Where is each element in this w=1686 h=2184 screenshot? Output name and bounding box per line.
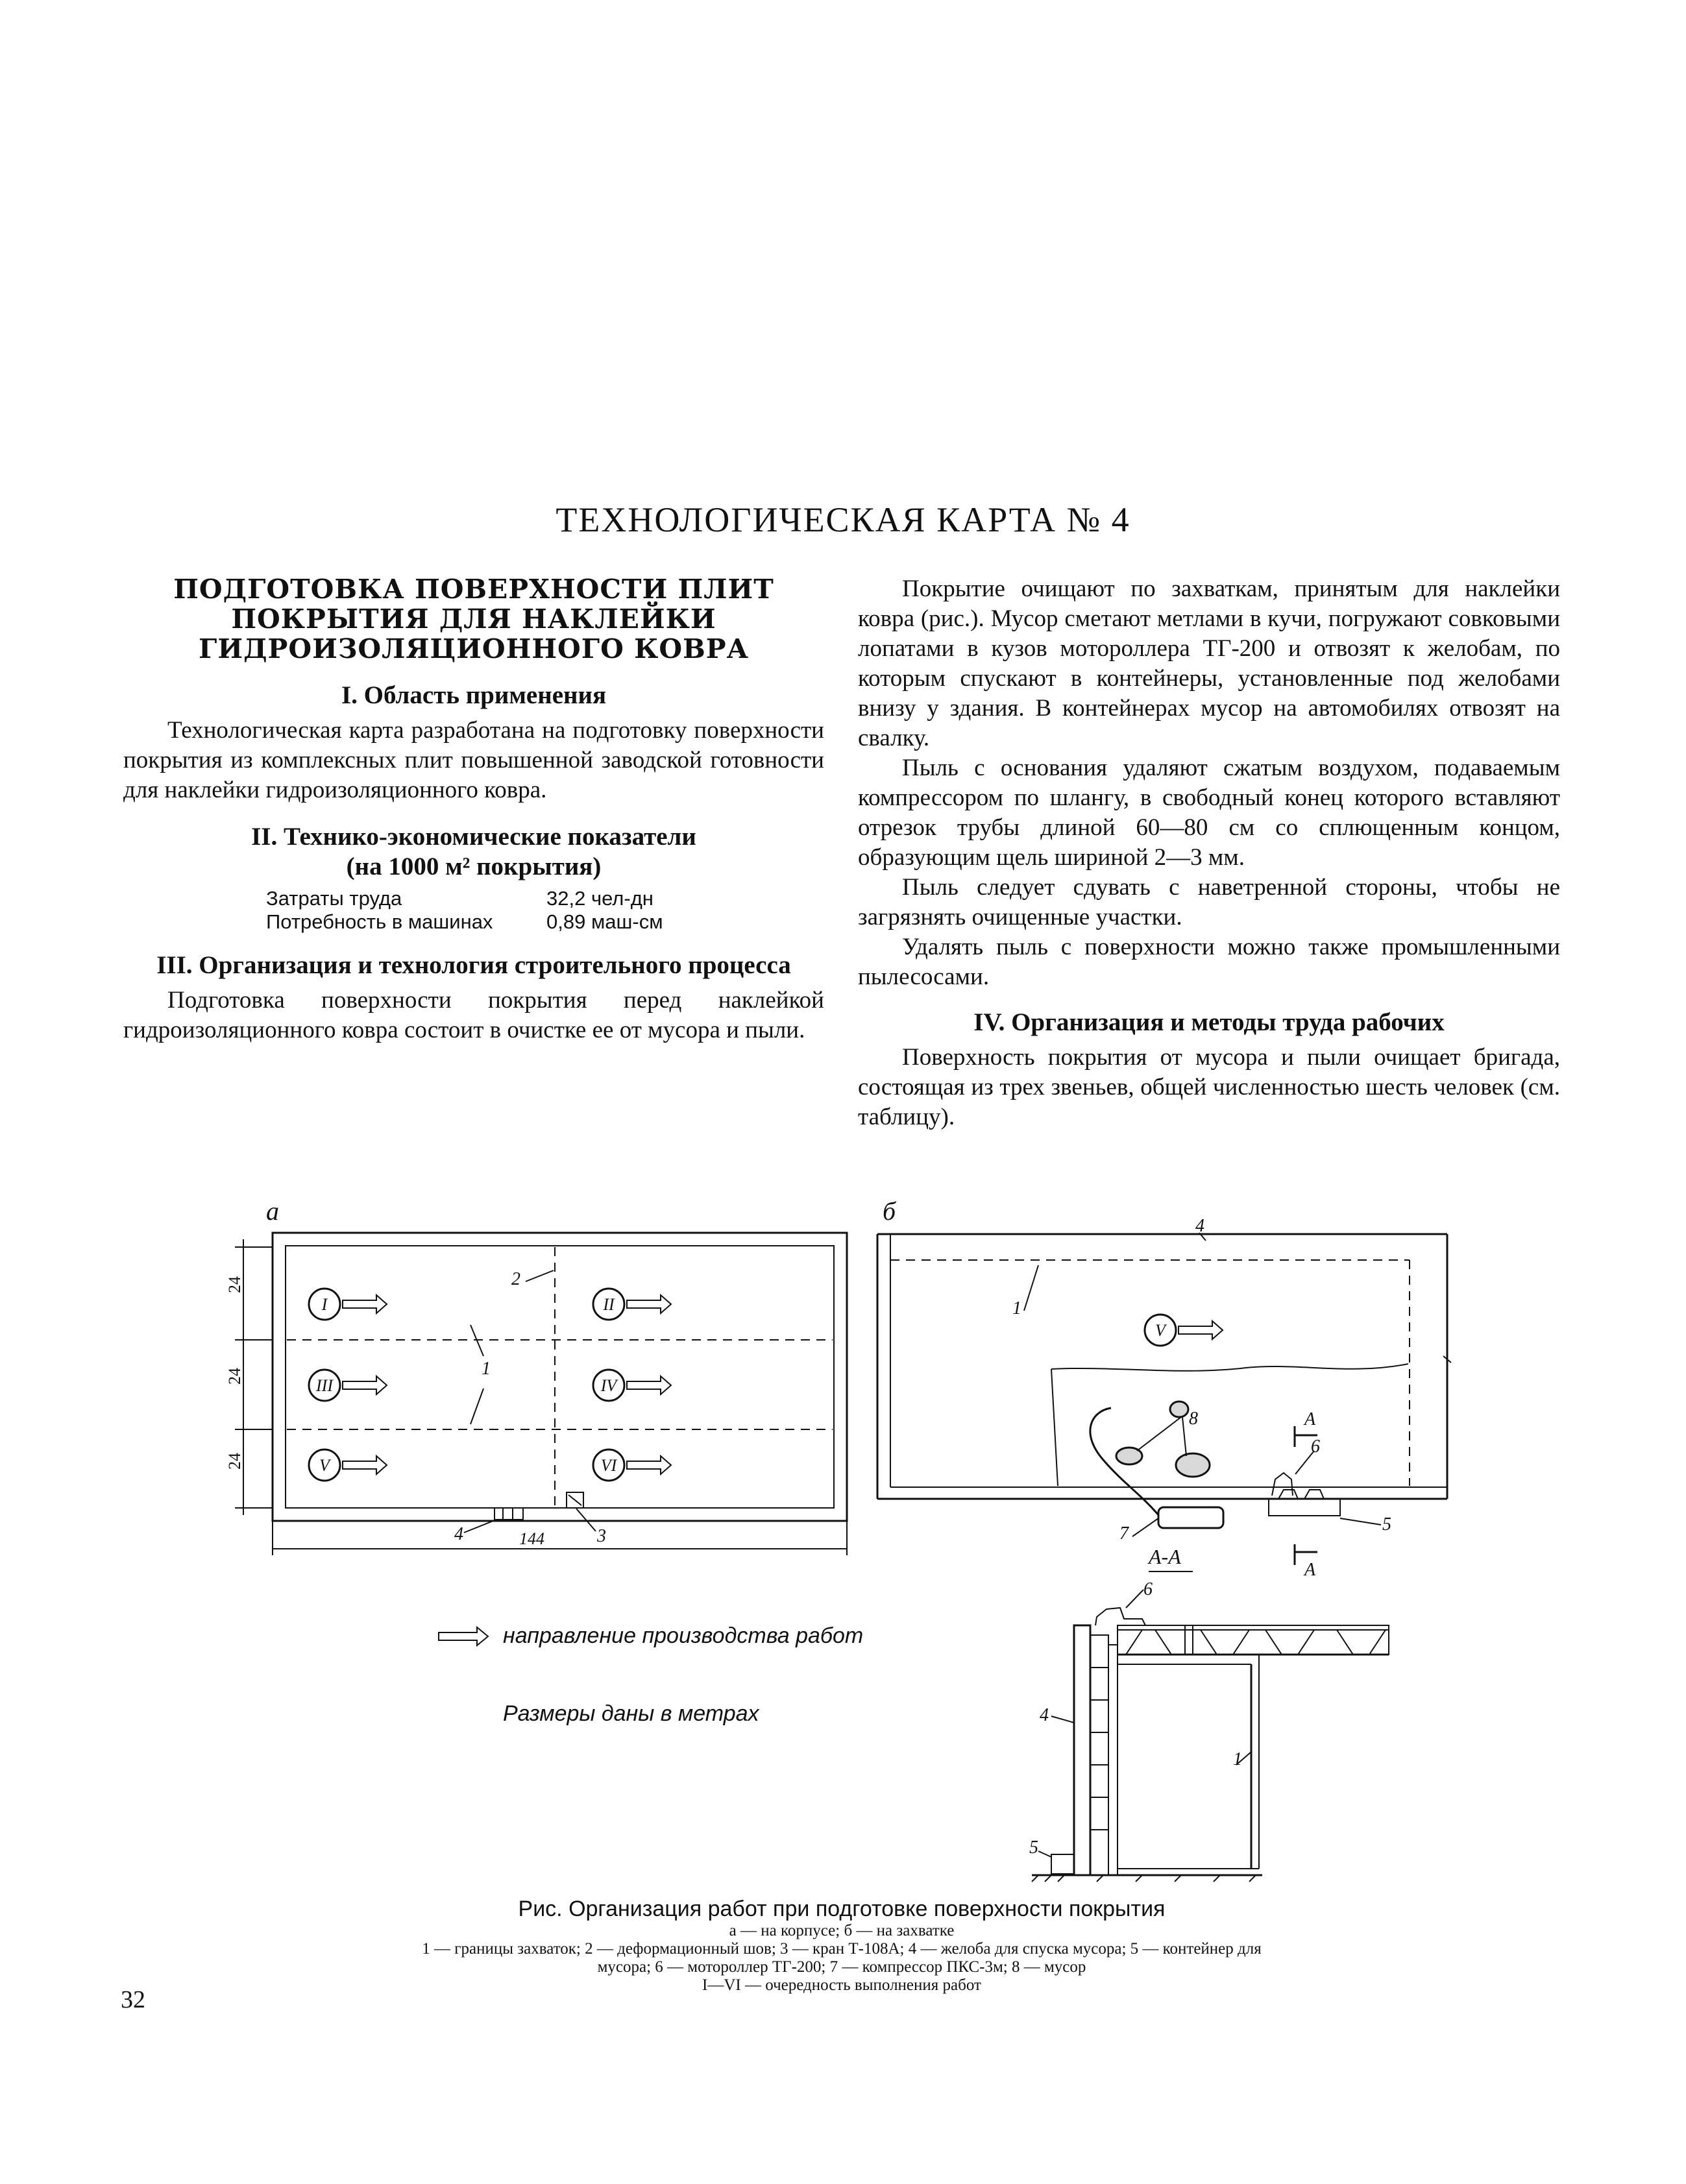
caption-legend-line: мусора; 6 — мотороллер ТГ-200; 7 — компрессор ПКС-3м; 8 — мусор xyxy=(597,1958,1086,1976)
debris-pile xyxy=(1176,1453,1210,1477)
zone-label: V xyxy=(319,1456,330,1475)
zone-label: I xyxy=(321,1295,328,1314)
zone-label: III xyxy=(316,1376,333,1395)
leader-line xyxy=(470,1389,483,1424)
leader-line xyxy=(1182,1417,1186,1456)
callout-section-4: 4 xyxy=(1040,1705,1049,1725)
caption-legend-line: 1 — границы захваток; 2 — деформационный шов; 3 — кран Т-108А; 4 — желоба для спуска мусора; 5 — контейнер для xyxy=(422,1940,1262,1958)
direction-arrow-icon xyxy=(627,1295,671,1313)
heading-organization: III. Организация и технология строительного процесса xyxy=(156,951,791,979)
wall-outer xyxy=(1074,1625,1090,1875)
section-title-line: ПОКРЫТИЯ ДЛЯ НАКЛЕЙКИ xyxy=(231,603,716,635)
chute-symbol xyxy=(495,1508,523,1520)
label-a: а xyxy=(266,1196,279,1226)
dimension-label: 24 xyxy=(225,1453,244,1470)
callout-3: 3 xyxy=(597,1526,606,1546)
direction-arrow-icon xyxy=(1179,1321,1223,1339)
zone-label: II xyxy=(603,1295,615,1314)
cleaned-area-edge xyxy=(1051,1369,1058,1486)
container-row xyxy=(1269,1499,1340,1516)
leader-line xyxy=(1126,1590,1143,1608)
dimension-label: 24 xyxy=(225,1368,244,1385)
callout-b-8: 8 xyxy=(1189,1409,1198,1429)
caption-order: I—VI — очередность выполнения работ xyxy=(702,1976,981,1994)
section-title-line: ГИДРОИЗОЛЯЦИОННОГО КОВРА xyxy=(199,633,749,664)
indicator-label: Затраты труда xyxy=(266,887,402,910)
leader-line xyxy=(1024,1265,1038,1311)
zone-label: VI xyxy=(600,1456,617,1475)
caption-title: Рис. Организация работ при подготовке поверхности покрытия xyxy=(518,1897,1166,1921)
scooter-symbol xyxy=(1095,1608,1145,1625)
callout-2: 2 xyxy=(511,1269,520,1289)
section-title: А-А xyxy=(1149,1545,1181,1568)
legend-arrow-icon xyxy=(439,1627,488,1645)
callout-b-6: 6 xyxy=(1311,1437,1320,1457)
paragraph-dust: Пыль с основания удаляют сжатым воздухом, подаваемым компрессором по шлангу, в свободный конец которого вставляют отрезок трубы длиной 60—80 см со сплющенным концом, образующим щель шириной 2—3 мм. xyxy=(858,755,1560,871)
section-aa-drawing xyxy=(1032,1571,1389,1882)
paragraph-organization: Подготовка поверхности покрытия перед наклейкой гидроизоляционного ковра состоит в очистке ее от мусора и пыли. xyxy=(123,987,824,1043)
debris-pile xyxy=(1170,1401,1188,1417)
zone-label: V xyxy=(1155,1321,1166,1340)
container-symbol xyxy=(1051,1854,1074,1874)
dimension-label: 24 xyxy=(225,1276,244,1293)
page-title: ТЕХНОЛОГИЧЕСКАЯ КАРТА № 4 xyxy=(556,500,1130,539)
figure-caption xyxy=(123,1896,1560,1995)
leader-line xyxy=(1340,1518,1381,1525)
paragraph-labor: Поверхность покрытия от мусора и пыли очищает бригада, состоящая из трех звеньев, общей численностью шесть человек (см. таблицу). xyxy=(858,1044,1560,1130)
grip-b-drawing xyxy=(877,1233,1451,1565)
callout-1: 1 xyxy=(482,1359,491,1379)
callout-section-6: 6 xyxy=(1143,1579,1153,1599)
direction-arrow-icon xyxy=(343,1376,387,1394)
overall-dimension-label: 144 xyxy=(519,1529,544,1548)
section-title-line: ПОДГОТОВКА ПОВЕРХНОСТИ ПЛИТ xyxy=(173,574,774,605)
chute-column xyxy=(1090,1635,1108,1875)
section-mark-label: А xyxy=(1304,1409,1316,1429)
direction-arrow-icon xyxy=(627,1376,671,1394)
callout-b-1: 1 xyxy=(1012,1298,1021,1318)
paragraph-cleaning: Покрытие очищают по захваткам, принятым для наклейки ковра (рис.). Мусор сметают метлами в кучи, погружают совковыми лопатами в кузов мотороллера ТГ-200 и отвозят к желобам, по которым спускают в контейнеры, установленные под желобами внизу у здания. В контейнерах мусор на автомобилях отвозят на свалку. xyxy=(858,576,1560,751)
legend-dims-text: Размеры даны в метрах xyxy=(503,1701,759,1726)
caption-subtitle: а — на корпусе; б — на захватке xyxy=(729,1922,955,1939)
page-number: 32 xyxy=(121,1986,145,2013)
direction-arrow-icon xyxy=(343,1295,387,1313)
paragraph-vacuum: Удалять пыль с поверхности можно также промышленными пылесосами. xyxy=(858,934,1560,990)
label-b: б xyxy=(883,1196,896,1226)
leader-line xyxy=(1132,1518,1158,1536)
callout-section-1: 1 xyxy=(1233,1749,1242,1769)
paragraph-scope: Технологическая карта разработана на подготовку поверхности покрытия из комплексных плит повышенной заводской готовности для наклейки гидроизоляционного ковра. xyxy=(123,717,824,803)
leader-line xyxy=(526,1270,554,1281)
indicator-value: 32,2 чел-дн xyxy=(546,887,654,910)
callout-b-5: 5 xyxy=(1382,1514,1391,1535)
crane-symbol-detail xyxy=(568,1495,581,1505)
legend-direction-text: направление производства работ xyxy=(503,1623,864,1648)
plan-outer-border xyxy=(273,1233,847,1521)
compressor-symbol xyxy=(1158,1507,1223,1528)
direction-arrow-icon xyxy=(627,1456,671,1474)
leader-line xyxy=(1038,1851,1051,1857)
callout-b-4: 4 xyxy=(1195,1216,1204,1236)
cleaned-area-boundary xyxy=(1051,1364,1408,1371)
truss-web xyxy=(1126,1630,1386,1655)
chute-symbol xyxy=(1278,1490,1324,1499)
paragraph-wind: Пыль следует сдувать с наветренной стороны, чтобы не загрязнять очищенные участки. xyxy=(858,874,1560,930)
indicator-label: Потребность в машинах xyxy=(266,910,493,933)
heading-indicators: II. Технико-экономические показатели xyxy=(251,823,696,851)
heading-labor: IV. Организация и методы труда рабочих xyxy=(973,1008,1445,1036)
zone-label: IV xyxy=(600,1376,617,1395)
leader-line xyxy=(1137,1417,1181,1451)
callout-section-5: 5 xyxy=(1029,1838,1038,1858)
leader-line xyxy=(1051,1716,1074,1723)
section-mark-label: А xyxy=(1304,1560,1316,1580)
heading-scope: I. Область применения xyxy=(341,681,607,709)
direction-arrow-icon xyxy=(343,1456,387,1474)
indicator-value: 0,89 маш-см xyxy=(546,910,663,933)
callout-4: 4 xyxy=(454,1524,463,1544)
callout-b-7: 7 xyxy=(1119,1523,1129,1544)
heading-indicators-unit: (на 1000 м² покрытия) xyxy=(346,853,602,880)
